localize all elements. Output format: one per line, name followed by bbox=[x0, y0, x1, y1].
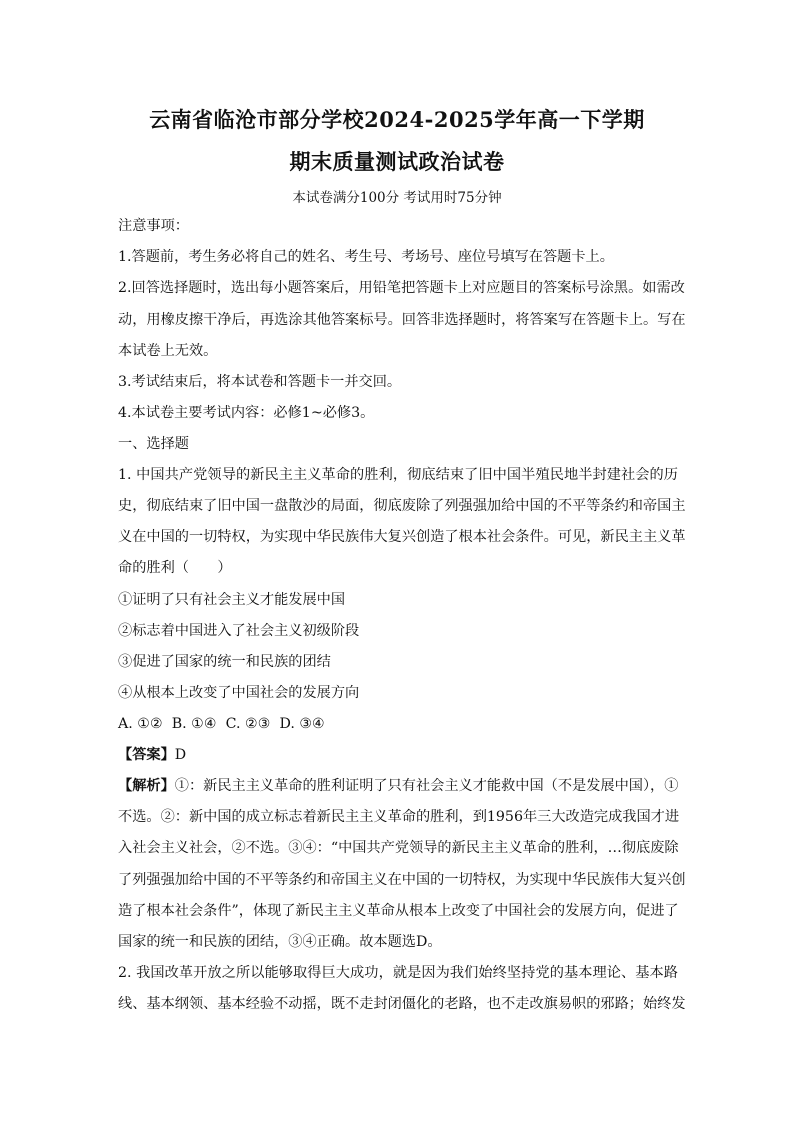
answer-value: D bbox=[174, 747, 187, 763]
note-item-2-line2: 动，用橡皮擦干净后，再选涂其他答案标号。回答非选择题时，将答案写在答题卡上。写在 bbox=[118, 312, 686, 328]
exam-info: 本试卷满分100分 考试用时75分钟 bbox=[292, 190, 502, 206]
note-item-1: 1.答题前，考生务必将自己的姓名、考生号、考场号、座位号填写在答题卡上。 bbox=[118, 249, 614, 265]
notes-heading: 注意事项： bbox=[118, 218, 189, 234]
question-1-option-2: ②标志着中国进入了社会主义初级阶段 bbox=[118, 623, 360, 639]
question-1-answer bbox=[118, 745, 678, 765]
note-item-2-line3: 本试卷上无效。 bbox=[118, 343, 218, 359]
question-1-stem-line3: 义在中国的一切特权，为实现中华民族伟大复兴创造了根本社会条件。可见，新民主主义革 bbox=[118, 529, 686, 545]
note-item-3: 3.考试结束后，将本试卷和答题卡一并交回。 bbox=[118, 374, 402, 390]
question-1-analysis-line3: 入社会主义社会，②不选。③④：“中国共产党领导的新民主主义革命的胜利，…彻底废除 bbox=[118, 840, 679, 856]
question-1-stem-line4: 命的胜利（ ） bbox=[118, 560, 232, 576]
question-1-analysis-line4: 了列强强加给中国的不平等条约和帝国主义在中国的一切特权，为实现中华民族伟大复兴创 bbox=[118, 872, 686, 888]
note-item-2-line1: 2.回答选择题时，选出每小题答案后，用铅笔把答题卡上对应题目的答案标号涂黑。如需改 bbox=[118, 280, 685, 296]
section-heading: 一、选择题 bbox=[118, 436, 189, 452]
question-1-analysis-line1 bbox=[118, 776, 678, 796]
question-1-option-4: ④从根本上改变了中国社会的发展方向 bbox=[118, 685, 360, 701]
document-title-line1: 云南省临沧市部分学校2024-2025学年高一下学期 bbox=[149, 107, 645, 132]
question-1-analysis-line5: 造了根本社会条件”，体现了新民主主义革命从根本上改变了中国社会的发展方向，促进了 bbox=[118, 903, 679, 919]
question-1-stem-line2: 史，彻底结束了旧中国一盘散沙的局面，彻底废除了列强强加给中国的不平等条约和帝国主 bbox=[118, 498, 686, 514]
question-1-option-1: ①证明了只有社会主义才能发展中国 bbox=[118, 592, 346, 608]
question-1-analysis-line2: 不选。②：新中国的成立标志着新民主主义革命的胜利，到1956年三大改造完成我国才进 bbox=[118, 809, 680, 825]
question-2-stem-line2: 线、基本纲领、基本经验不动摇，既不走封闭僵化的老路，也不走改旗易帜的邪路；始终发 bbox=[118, 996, 686, 1012]
document-title-line2: 期末质量测试政治试卷 bbox=[289, 149, 505, 174]
answer-tag: 【答案】 bbox=[118, 747, 175, 763]
question-2-stem-line1: 2. 我国改革开放之所以能够取得巨大成功，就是因为我们始终坚持党的基本理论、基本路 bbox=[118, 965, 678, 981]
question-1-option-3: ③促进了国家的统一和民族的团结 bbox=[118, 654, 331, 670]
analysis-text: ①：新民主主义革命的胜利证明了只有社会主义才能救中国（不是发展中国），① bbox=[174, 778, 679, 794]
question-1-analysis-line6: 国家的统一和民族的团结，③④正确。故本题选D。 bbox=[118, 934, 442, 950]
analysis-tag: 【解析】 bbox=[118, 778, 175, 794]
question-1-choices: A. ①② B. ①④ C. ②③ D. ③④ bbox=[118, 716, 325, 732]
note-item-4: 4.本试卷主要考试内容：必修1~必修3。 bbox=[118, 405, 375, 421]
question-1-stem-line1: 1. 中国共产党领导的新民主主义革命的胜利，彻底结束了旧中国半殖民地半封建社会的历 bbox=[118, 467, 678, 483]
